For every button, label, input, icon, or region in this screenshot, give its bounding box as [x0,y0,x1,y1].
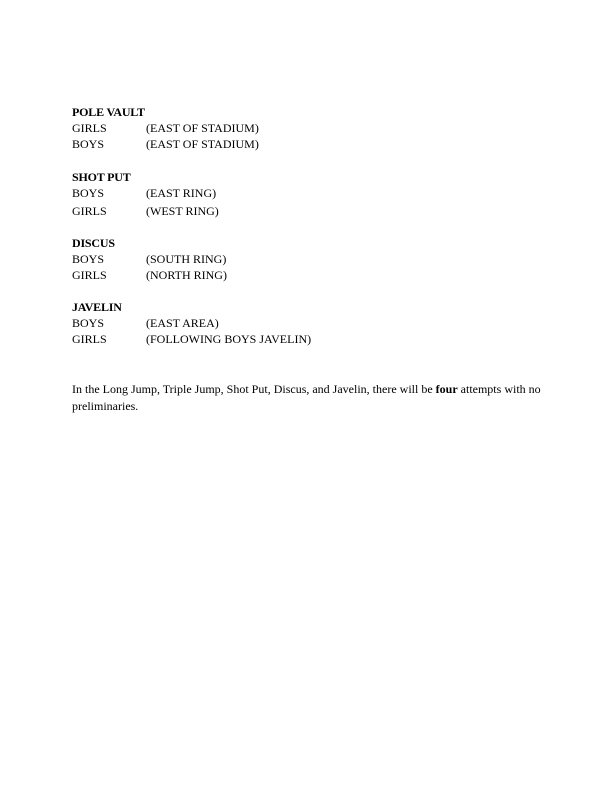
event-heading: POLE VAULT [72,105,145,119]
entry-group: BOYS [72,252,105,266]
entry-location: (EAST RING) [146,186,217,200]
attempts-note [72,381,542,415]
event-entry [72,267,552,283]
entry-location: (EAST AREA) [146,316,219,330]
event-javelin [72,299,552,347]
entry-group: BOYS [72,316,105,330]
event-heading: JAVELIN [72,300,122,314]
event-entry [72,185,552,201]
event-heading: SHOT PUT [72,170,131,184]
event-entry [72,315,552,331]
note-emphasis: four [435,382,458,396]
event-entry [72,120,552,136]
event-entry [72,136,552,152]
event-shot-put [72,169,552,219]
entry-group: BOYS [72,186,105,200]
event-heading: DISCUS [72,236,115,250]
event-entry [72,331,552,347]
entry-group: GIRLS [72,121,107,135]
entry-location: (EAST OF STADIUM) [146,137,259,151]
event-entry [72,203,552,219]
note-text-before: In the Long Jump, Triple Jump, Shot Put, Discus, and Javelin, there will be [72,382,436,396]
entry-location: (NORTH RING) [146,268,227,282]
event-entry [72,251,552,267]
event-discus [72,235,552,283]
note-text-after: attempts with no preliminaries. [72,382,541,413]
entry-group: GIRLS [72,268,107,282]
entry-location: (EAST OF STADIUM) [146,121,259,135]
entry-location: (SOUTH RING) [146,252,227,266]
event-pole-vault [72,104,552,152]
entry-group: GIRLS [72,332,107,346]
entry-group: BOYS [72,137,105,151]
entry-group: GIRLS [72,204,107,218]
entry-location: (WEST RING) [146,204,219,218]
entry-location: (FOLLOWING BOYS JAVELIN) [146,332,312,346]
